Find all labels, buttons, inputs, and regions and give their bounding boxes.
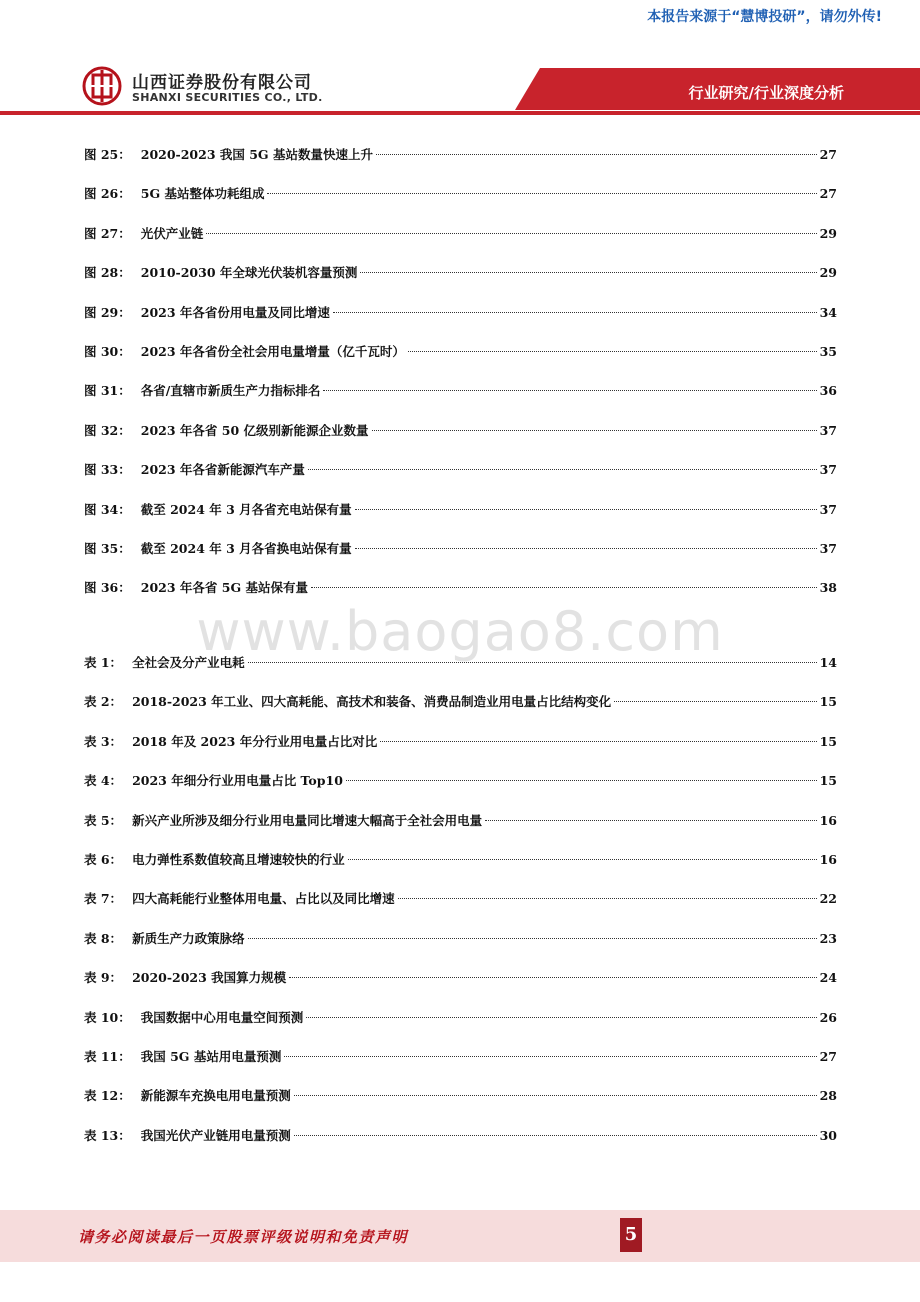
- entry-page-number: 26: [819, 1010, 837, 1025]
- entry-page-number: 15: [819, 734, 837, 749]
- table-index-entry[interactable]: [84, 1048, 837, 1066]
- table-index-entry[interactable]: [84, 772, 837, 790]
- entry-label: 表 11：: [84, 1049, 131, 1064]
- entry-label: 图 28：: [84, 265, 131, 280]
- entry-title: 全社会及分产业电耗: [132, 655, 245, 670]
- dot-leader: [372, 430, 817, 431]
- dot-leader: [333, 312, 817, 313]
- entry-title: 2020-2023 我国算力规模: [132, 970, 287, 985]
- figure-index-entry[interactable]: [84, 579, 837, 597]
- entry-title: 2023 年各省 5G 基站保有量: [140, 580, 308, 595]
- entry-label: 表 8：: [84, 931, 123, 946]
- dot-leader: [376, 154, 817, 155]
- entry-title: 2023 年细分行业用电量占比 Top10: [132, 773, 343, 788]
- figure-index-entry[interactable]: [84, 343, 837, 361]
- entry-title: 我国光伏产业链用电量预测: [140, 1128, 291, 1143]
- entry-page-number: 37: [819, 541, 837, 556]
- dot-leader: [408, 351, 817, 352]
- entry-page-number: 22: [819, 891, 837, 906]
- entry-title: 截至 2024 年 3 月各省充电站保有量: [140, 502, 352, 517]
- entry-label: 图 31：: [84, 383, 131, 398]
- entry-label: 图 29：: [84, 305, 131, 320]
- entry-page-number: 29: [819, 265, 837, 280]
- figure-index-entry[interactable]: [84, 304, 837, 322]
- dot-leader: [284, 1056, 816, 1057]
- entry-page-number: 35: [819, 344, 837, 359]
- entry-page-number: 37: [819, 423, 837, 438]
- entry-page-number: 34: [819, 305, 837, 320]
- entry-label: 图 25：: [84, 147, 131, 162]
- table-index-entry[interactable]: [84, 930, 837, 948]
- dot-leader: [294, 1095, 817, 1096]
- entry-page-number: 24: [819, 970, 837, 985]
- entry-title: 2023 年各省新能源汽车产量: [140, 462, 305, 477]
- entry-page-number: 36: [819, 383, 837, 398]
- dot-leader: [308, 469, 817, 470]
- entry-label: 表 12：: [84, 1088, 131, 1103]
- entry-page-number: 15: [819, 773, 837, 788]
- entry-label: 图 34：: [84, 502, 131, 517]
- dot-leader: [380, 741, 816, 742]
- figure-index-entry[interactable]: [84, 540, 837, 558]
- dot-leader: [311, 587, 817, 588]
- entry-title: 2023 年各省 50 亿级别新能源企业数量: [140, 423, 369, 438]
- entry-label: 图 35：: [84, 541, 131, 556]
- dot-leader: [355, 509, 817, 510]
- entry-page-number: 16: [819, 813, 837, 828]
- table-index-entry[interactable]: [84, 1127, 837, 1145]
- entry-title: 新质生产力政策脉络: [132, 931, 245, 946]
- table-index-entry[interactable]: [84, 851, 837, 869]
- dot-leader: [206, 233, 816, 234]
- dot-leader: [306, 1017, 816, 1018]
- entry-label: 表 5：: [84, 813, 123, 828]
- dot-leader: [323, 390, 816, 391]
- dot-leader: [248, 938, 817, 939]
- entry-page-number: 30: [819, 1128, 837, 1143]
- entry-label: 图 32：: [84, 423, 131, 438]
- entry-label: 表 13：: [84, 1128, 131, 1143]
- watermark: www.baogao8.com: [196, 600, 724, 663]
- entry-label: 图 33：: [84, 462, 131, 477]
- dot-leader: [614, 701, 816, 702]
- entry-label: 表 6：: [84, 852, 123, 867]
- table-index-entry[interactable]: [84, 733, 837, 751]
- table-index-entry[interactable]: [84, 812, 837, 830]
- entry-label: 表 1：: [84, 655, 123, 670]
- entry-title: 2020-2023 我国 5G 基站数量快速上升: [140, 147, 373, 162]
- entry-page-number: 27: [819, 147, 837, 162]
- entry-page-number: 27: [819, 1049, 837, 1064]
- table-index-entry[interactable]: [84, 1009, 837, 1027]
- figure-index-entry[interactable]: [84, 501, 837, 519]
- entry-title: 光伏产业链: [140, 226, 204, 241]
- entry-title: 我国数据中心用电量空间预测: [140, 1010, 304, 1025]
- table-index-entry[interactable]: [84, 1087, 837, 1105]
- table-index-entry[interactable]: [84, 693, 837, 711]
- entry-label: 表 3：: [84, 734, 123, 749]
- entry-title: 各省/直辖市新质生产力指标排名: [140, 383, 321, 398]
- entry-title: 新能源车充换电用电量预测: [140, 1088, 291, 1103]
- dot-leader: [289, 977, 816, 978]
- entry-label: 表 10：: [84, 1010, 131, 1025]
- entry-page-number: 28: [819, 1088, 837, 1103]
- company-logo-icon: [82, 66, 122, 106]
- entry-title: 四大高耗能行业整体用电量、占比以及同比增速: [132, 891, 395, 906]
- figure-index-entry[interactable]: [84, 382, 837, 400]
- dot-leader: [294, 1135, 817, 1136]
- figure-index-entry[interactable]: [84, 422, 837, 440]
- dot-leader: [355, 548, 817, 549]
- figure-index-entry[interactable]: [84, 461, 837, 479]
- entry-title: 2023 年各省份全社会用电量增量（亿千瓦时）: [140, 344, 405, 359]
- entry-page-number: 37: [819, 462, 837, 477]
- entry-title: 5G 基站整体功耗组成: [140, 186, 265, 201]
- dot-leader: [348, 859, 817, 860]
- entry-title: 我国 5G 基站用电量预测: [140, 1049, 282, 1064]
- entry-label: 表 4：: [84, 773, 123, 788]
- table-index-entry[interactable]: [84, 890, 837, 908]
- entry-label: 图 27：: [84, 226, 131, 241]
- company-name-en: SHANXI SECURITIES CO., LTD.: [132, 91, 323, 104]
- report-header: [0, 58, 920, 118]
- figure-index-entry[interactable]: [84, 185, 837, 203]
- entry-title: 2018 年及 2023 年分行业用电量占比对比: [132, 734, 378, 749]
- entry-title: 2018-2023 年工业、四大高耗能、高技术和装备、消费品制造业用电量占比结构变化: [132, 694, 612, 709]
- dot-leader: [398, 898, 817, 899]
- entry-label: 表 7：: [84, 891, 123, 906]
- entry-label: 表 9：: [84, 970, 123, 985]
- figure-index-entry[interactable]: [84, 264, 837, 282]
- disclaimer-notice: 请务必阅读最后一页股票评级说明和免责声明: [78, 1228, 409, 1246]
- entry-title: 2023 年各省份用电量及同比增速: [140, 305, 330, 320]
- entry-page-number: 38: [819, 580, 837, 595]
- company-name-cn: 山西证券股份有限公司: [132, 73, 312, 93]
- entry-page-number: 29: [819, 226, 837, 241]
- entry-page-number: 16: [819, 852, 837, 867]
- entry-page-number: 23: [819, 931, 837, 946]
- entry-page-number: 37: [819, 502, 837, 517]
- entry-title: 2010-2030 年全球光伏装机容量预测: [140, 265, 358, 280]
- page-number: 5: [620, 1218, 642, 1252]
- top-notice: 本报告来源于“慧博投研”，请勿外传!: [647, 9, 882, 25]
- figure-index-entry[interactable]: [84, 146, 837, 164]
- dot-leader: [267, 193, 816, 194]
- report-footer: [0, 1210, 920, 1262]
- entry-page-number: 14: [819, 655, 837, 670]
- entry-label: 图 26：: [84, 186, 131, 201]
- entry-title: 截至 2024 年 3 月各省换电站保有量: [140, 541, 352, 556]
- dot-leader: [485, 820, 817, 821]
- dot-leader: [360, 272, 816, 273]
- entry-page-number: 27: [819, 186, 837, 201]
- dot-leader: [346, 780, 817, 781]
- entry-page-number: 15: [819, 694, 837, 709]
- figure-index-entry[interactable]: [84, 225, 837, 243]
- report-section-label: 行业研究/行业深度分析: [688, 84, 844, 102]
- entry-label: 图 30：: [84, 344, 131, 359]
- entry-title: 电力弹性系数值较高且增速较快的行业: [132, 852, 345, 867]
- entry-title: 新兴产业所涉及细分行业用电量同比增速大幅高于全社会用电量: [132, 813, 483, 828]
- table-index-entry[interactable]: [84, 969, 837, 987]
- entry-label: 表 2：: [84, 694, 123, 709]
- entry-label: 图 36：: [84, 580, 131, 595]
